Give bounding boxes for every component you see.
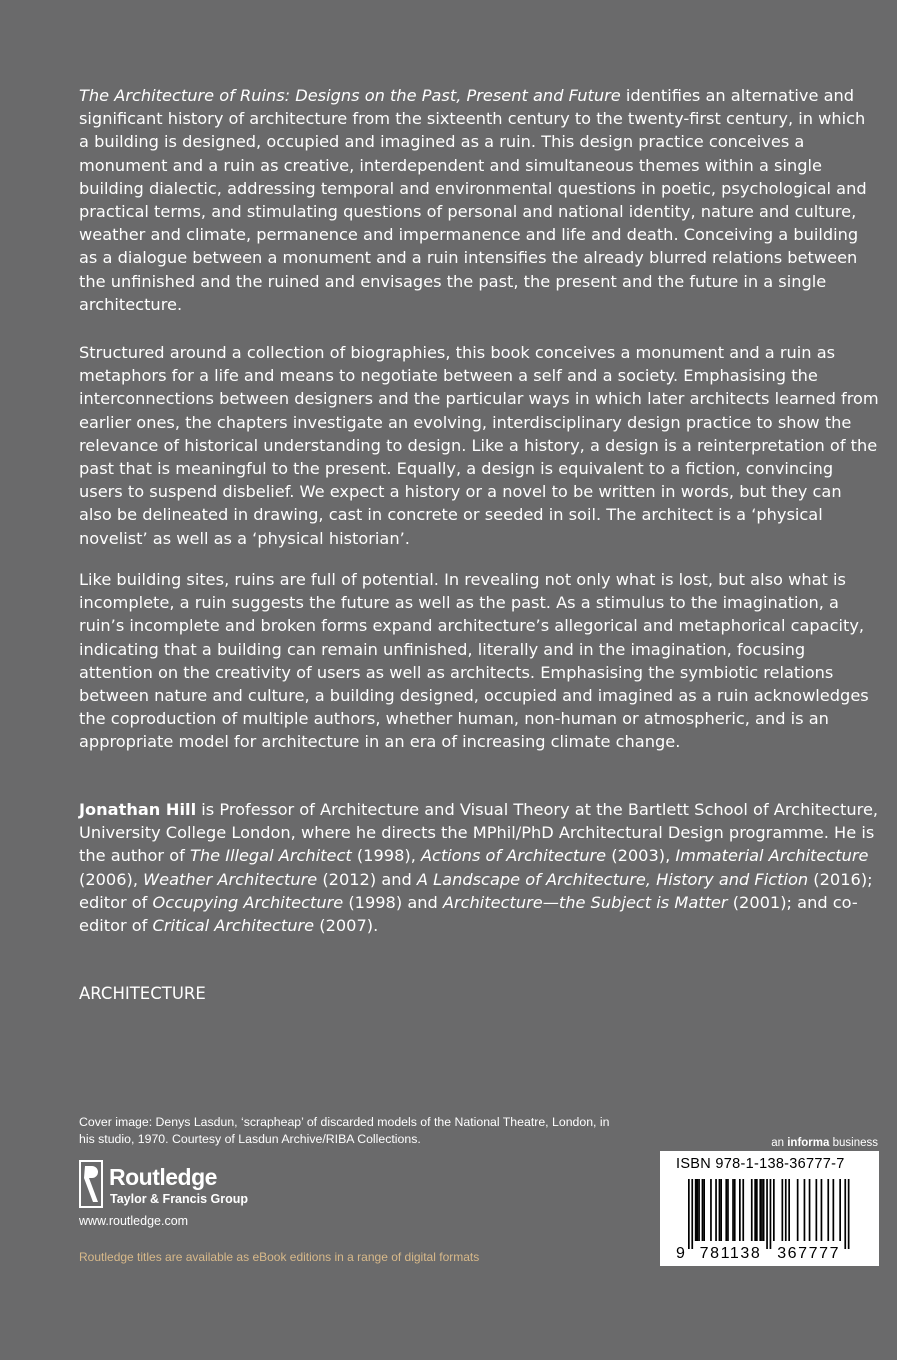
informa-wordmark: informa (787, 1137, 830, 1149)
barcode-bar (766, 1179, 768, 1249)
barcode-bar (688, 1179, 690, 1249)
barcode-bar (698, 1179, 700, 1241)
barcode-bar (756, 1179, 758, 1241)
bio-text: is Professor of Architecture and Visual Theory at the Bartlett School of Architecture, University College London, where he directs the MPhil/PhD Architectural Design programme. He is the author of (79, 800, 879, 866)
book-title: Immaterial Architecture (675, 846, 869, 866)
barcode-bar (719, 1179, 721, 1241)
publisher-website[interactable]: www.routledge.com (79, 1214, 189, 1228)
barcode-bar (720, 1179, 722, 1241)
tagline-text: business (829, 1137, 878, 1149)
barcode-bar (727, 1179, 729, 1241)
book-title: A Landscape of Architecture, History and Fiction (416, 869, 809, 889)
barcode-bar (833, 1179, 835, 1241)
barcode-icon (674, 1179, 866, 1261)
tagline-text: an (771, 1137, 788, 1149)
barcode-bar (734, 1179, 736, 1241)
barcode-bar (695, 1179, 697, 1241)
author-bio (79, 798, 879, 937)
author-name: Jonathan Hill (79, 800, 197, 819)
barcode-box (660, 1151, 879, 1266)
bio-text: (2006), (79, 869, 144, 889)
ebook-note: Routledge titles are available as eBook editions in a range of digital formats (79, 1250, 480, 1264)
barcode-digits: 781138 (699, 1245, 762, 1261)
barcode-bar (751, 1179, 753, 1241)
subject-category: ARCHITECTURE (79, 984, 206, 1003)
barcode-bar (710, 1179, 712, 1241)
book-title: Occupying Architecture (152, 892, 344, 912)
book-title: Weather Architecture (143, 869, 318, 889)
bio-text: (2016); editor of (79, 869, 873, 912)
bio-text: (1998), (351, 846, 421, 866)
barcode-bar (725, 1179, 727, 1241)
barcode-bar (770, 1179, 772, 1249)
isbn-label: ISBN 978-1-138-36777-7 (676, 1156, 845, 1172)
barcode-bar (754, 1179, 756, 1241)
barcode-bar (827, 1179, 829, 1241)
bio-text: (1998) and (343, 892, 443, 912)
publisher-group: Taylor & Francis Group (110, 1192, 248, 1206)
barcode-bar (739, 1179, 741, 1241)
informa-business-tagline (771, 1137, 878, 1149)
book-title: Critical Architecture (152, 916, 315, 936)
book-title: The Architecture of Ruins: Designs on the Past, Present and Future (79, 86, 621, 105)
cover-image-credit: Cover image: Denys Lasdun, ‘scrapheap’ of discarded models of the National Theatre, London, in his studio, 1970. Courtesy of Lasdun Archive/RIBA Collections. (79, 1115, 610, 1146)
barcode-digits: 367777 (777, 1245, 841, 1261)
routledge-logo (79, 1160, 279, 1212)
description-paragraph-2: Structured around a collection of biographies, this book conceives a monument and a ruin as metaphors for a life and means to negotiate between a self and a society. Emphasising the interconnections between designers and the particular ways in which later architects learned from earlier ones, the chapters investigate an evolving, interdisciplinary design practice to show the relevance of historical understanding to design. Like a history, a design is a reinterpretation of the past that is meaningful to the present. Equally, a design is equivalent to a fiction, convincing users to suspend disbelief. We expect a history or a novel to be written in words, but they can also be delineated in drawing, cast in concrete or seeded in soil. The architect is a ‘physical novelist’ as well as a ‘physical historian’. (79, 343, 879, 548)
bio-text: (2003), (606, 846, 676, 866)
book-title: Actions of Architecture (420, 846, 607, 866)
barcode-bar (821, 1179, 823, 1241)
barcode-bar (816, 1179, 818, 1241)
barcode-bar (732, 1179, 734, 1241)
barcode-bar (848, 1179, 850, 1249)
description-paragraph-1 (79, 84, 879, 316)
barcode-bar (804, 1179, 806, 1241)
barcode-bar (697, 1179, 699, 1241)
bio-text: (2007). (314, 916, 379, 936)
bio-text: (2001); and co-editor of (79, 892, 858, 936)
barcode-bar (809, 1179, 811, 1241)
barcode-bar (763, 1179, 765, 1241)
barcode-bar (761, 1179, 763, 1241)
paragraph-text: identifies an alternative and significant history of architecture from the sixteenth century to the twenty-first century, in which a building is designed, occupied and imagined as a ruin. This design practice conceives a monument and a ruin as creative, interdependent and simultaneous themes within a single building dialectic, addressing temporal and environmental questions in poetic, psychological and practical terms, and stimulating questions of personal and national identity, nature and culture, weather and climate, permanence and impermanence and life and death. Conceiving a building as a dialogue between a monument and a ruin intensifies the already blurred relations between the unfinished and the ruined and envisages the past, the present and the future in a single architecture. (79, 86, 867, 314)
barcode-bar (742, 1179, 744, 1241)
book-title: Architecture—the Subject is Matter (442, 892, 728, 912)
bio-text: (2012) and (317, 869, 417, 889)
routledge-logo-icon (79, 1160, 105, 1208)
barcode-bar (782, 1179, 784, 1241)
barcode-bar (702, 1179, 704, 1241)
barcode-bar (839, 1179, 841, 1241)
barcode-bar (788, 1179, 790, 1241)
barcode-bar (797, 1179, 799, 1241)
publisher-name: Routledge (109, 1164, 217, 1190)
barcode-bar (844, 1179, 846, 1249)
barcode-bar (785, 1179, 787, 1241)
barcode-digits: 9 (676, 1245, 687, 1261)
description-paragraph-3: Like building sites, ruins are full of potential. In revealing not only what is lost, but also what is incomplete, a ruin suggests the future as well as the past. As a stimulus to the imagination, a ruin’s incomplete and broken forms expand architecture’s allegorical and metaphorical capacity, indicating that a building can remain unfinished, literally and in the imagination, focusing attention on the creativity of users as well as architects. Emphasising the symbiotic relations between nature and culture, a building designed, occupied and imagined as a ruin acknowledges the coproduction of multiple authors, whether human, non-human or atmospheric, and is an appropriate model for architecture in an era of increasing climate change. (79, 570, 869, 752)
book-title: The Illegal Architect (189, 846, 352, 866)
barcode-bar (691, 1179, 693, 1249)
barcode-bar (715, 1179, 717, 1241)
barcode-bar (703, 1179, 705, 1241)
barcode-bar (773, 1179, 775, 1241)
barcode-bar (759, 1179, 761, 1241)
